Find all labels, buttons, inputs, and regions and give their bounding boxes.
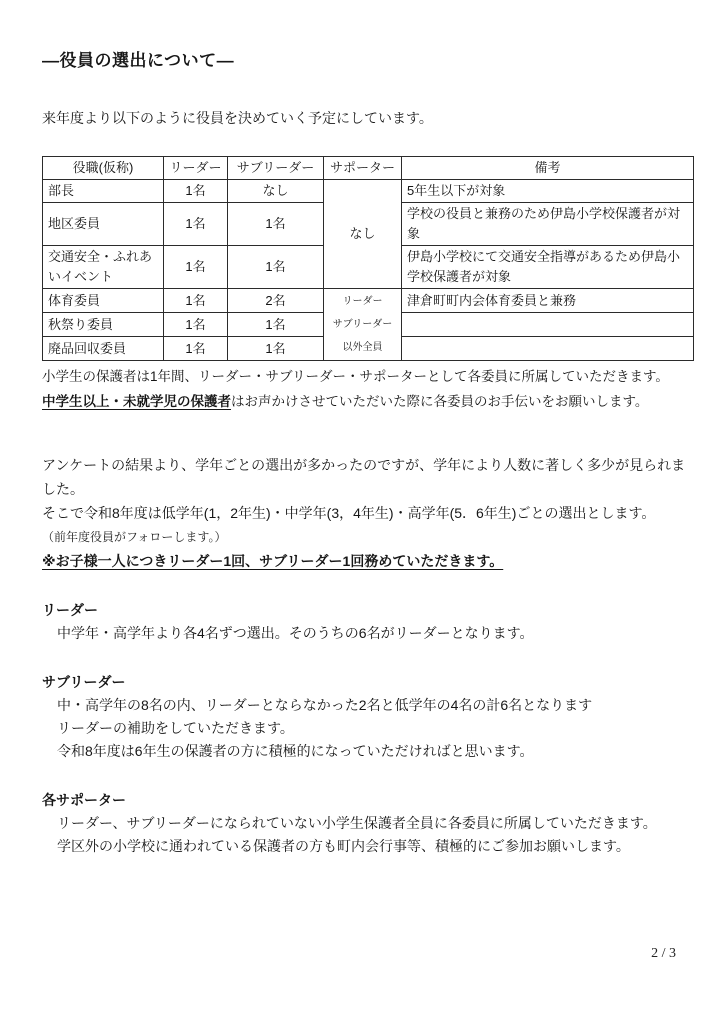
header-supporter: サポーター [324, 157, 402, 180]
role-name: 体育委員 [43, 289, 164, 313]
section-supporter-line: リーダー、サブリーダーになられていない小学生保護者全員に各委員に所属していただきます。 [57, 815, 657, 831]
role-note [402, 337, 694, 361]
table-row [43, 180, 694, 203]
leader-count: 1名 [164, 246, 228, 289]
role-name: 地区委員 [43, 203, 164, 246]
section-supporter-heading: 各サポーター [42, 792, 126, 808]
role-name: 秋祭り委員 [43, 313, 164, 337]
survey-line-followup: （前年度役員がフォローします。） [42, 530, 227, 544]
membership-rest: はお声かけさせていただいた際に各委員のお手伝いをお願いします。 [231, 394, 649, 409]
survey-line-result: アンケートの結果より、学年ごとの選出が多かったのですが、学年により人数に著しく多少が見られました。 [42, 457, 686, 497]
leader-count: 1名 [164, 313, 228, 337]
subleader-count: なし [228, 180, 324, 203]
leader-count: 1名 [164, 203, 228, 246]
subleader-count: 2名 [228, 289, 324, 313]
supporter-group-bottom [324, 289, 402, 361]
subleader-count: 1名 [228, 246, 324, 289]
survey-line-plan: そこで令和8年度は低学年(1，2年生)・中学年(3，4年生)・高学年(5．6年生)ごとの選出とします。 [42, 505, 656, 521]
section-leader [42, 599, 690, 645]
supporter-group-line: リーダー [342, 296, 383, 307]
table-row [43, 289, 694, 313]
subleader-count: 1名 [228, 337, 324, 361]
section-supporter-line: 学区外の小学校に通われている保護者の方も町内会行事等、積極的にご参加お願いします。 [57, 838, 630, 854]
membership-line-elementary: 小学生の保護者は1年間、リーダー・サブリーダー・サポーターとして各委員に所属していただきます。 [42, 369, 669, 384]
header-note: 備考 [402, 157, 694, 180]
role-note: 5年生以下が対象 [402, 180, 694, 203]
role-note [402, 313, 694, 337]
supporter-group-top: なし [324, 180, 402, 289]
leader-count: 1名 [164, 289, 228, 313]
page-title: ―役員の選出について― [42, 51, 235, 70]
leader-count: 1名 [164, 337, 228, 361]
membership-emphasis: 中学生以上・未就学児の保護者 [42, 394, 231, 409]
role-name: 部長 [43, 180, 164, 203]
subleader-count: 1名 [228, 313, 324, 337]
role-note: 伊島小学校にて交通安全指導があるため伊島小学校保護者が対象 [402, 246, 694, 289]
section-subleader-heading: サブリーダー [42, 674, 126, 690]
officer-roles-table [42, 156, 694, 361]
role-note: 学校の役員と兼務のため伊島小学校保護者が対象 [402, 203, 694, 246]
section-subleader-line: 中・高学年の8名の内、リーダーとならなかった2名と低学年の4名の計6名となります [57, 697, 593, 713]
role-name: 廃品回収委員 [43, 337, 164, 361]
header-leader: リーダー [164, 157, 228, 180]
section-subleader-line: リーダーの補助をしていただきます。 [57, 720, 294, 736]
membership-note [42, 364, 690, 414]
section-leader-heading: リーダー [42, 602, 98, 618]
role-name: 交通安全・ふれあいイベント [43, 246, 164, 289]
section-supporter [42, 789, 690, 858]
subleader-count: 1名 [228, 203, 324, 246]
header-role: 役職(仮称) [43, 157, 164, 180]
role-note: 津倉町町内会体育委員と兼務 [402, 289, 694, 313]
leader-count: 1名 [164, 180, 228, 203]
table-header-row [43, 157, 694, 180]
section-leader-line: 中学年・高学年より各4名ずつ選出。そのうちの6名がリーダーとなります。 [57, 625, 534, 641]
page-number: 2 / 3 [651, 946, 676, 961]
supporter-group-line: サブリーダー [332, 319, 393, 330]
supporter-group-line: 以外全員 [342, 342, 383, 353]
survey-line-rule: ※お子様一人につきリーダー1回、サブリーダー1回務めていただきます。 [42, 553, 504, 569]
section-subleader [42, 671, 690, 763]
header-subleader: サブリーダー [228, 157, 324, 180]
survey-result-paragraph [42, 453, 690, 573]
membership-line-older [42, 389, 690, 414]
intro-text: 来年度より以下のように役員を決めていく予定にしています。 [42, 110, 433, 126]
section-subleader-line: 令和8年度は6年生の保護者の方に積極的になっていただければと思います。 [57, 743, 534, 759]
